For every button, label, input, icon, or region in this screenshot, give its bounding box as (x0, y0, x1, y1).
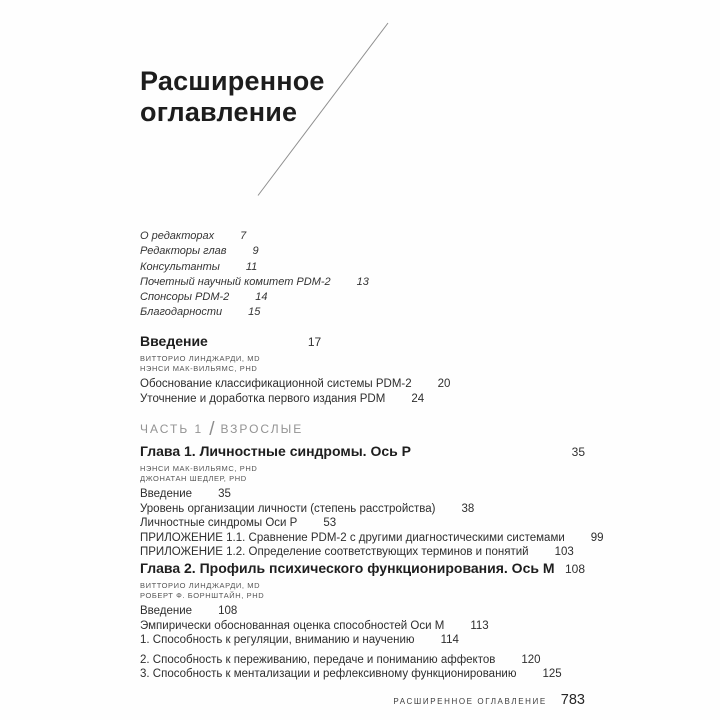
toc-entry (140, 653, 585, 668)
front-matter-list (140, 229, 369, 321)
page-number: 114 (440, 634, 459, 647)
entry-label: Уточнение и доработка первого издания PDM (140, 392, 386, 405)
author-line: НЭНСИ МАК-ВИЛЬЯМС, PHD (140, 364, 258, 373)
part-name: ВЗРОСЛЫЕ (220, 422, 304, 436)
entry-label: 2. Способность к переживанию, передаче и пониманию аффектов (140, 653, 496, 666)
toc-entries (140, 487, 604, 560)
page-number: 20 (437, 378, 451, 390)
front-matter-item (140, 260, 369, 275)
page-number: 35 (571, 445, 585, 459)
entry-label: 1. Способность к регуляции, вниманию и научению (140, 634, 415, 647)
front-matter-item (140, 244, 369, 259)
front-matter-item (140, 275, 369, 290)
page-number: 113 (470, 619, 489, 632)
chapter-heading (140, 443, 585, 461)
page-title-line-1: Расширенное (140, 66, 325, 96)
chapter-heading (140, 560, 585, 578)
item-label: Редакторы глав (140, 245, 227, 258)
entry-label: ПРИЛОЖЕНИЕ 1.2. Определение соответствующих терминов и понятий (140, 546, 529, 559)
toc-entries (140, 377, 585, 406)
item-label: Консультанты (140, 260, 220, 273)
author-line: ВИТТОРИО ЛИНДЖАРДИ, MD (140, 354, 261, 363)
page-number: 15 (248, 306, 261, 319)
part-heading-text (140, 419, 304, 440)
introduction-heading (140, 333, 585, 351)
page-number: 38 (461, 502, 475, 515)
toc-entry (140, 502, 585, 517)
page-number: 17 (307, 335, 322, 349)
toc-entry (140, 531, 604, 546)
toc-entries (140, 604, 585, 682)
page-number: 24 (411, 392, 425, 405)
page-number: 125 (542, 668, 562, 681)
page-number: 108 (564, 562, 585, 576)
chapter-1-section (140, 443, 604, 560)
page-title (140, 66, 325, 128)
page-number: 53 (323, 517, 337, 530)
running-footer-label: РАСШИРЕННОЕ ОГЛАВЛЕНИЕ (393, 697, 547, 706)
front-matter-item (140, 229, 369, 244)
item-label: Спонсоры PDM-2 (140, 291, 230, 304)
entry-label: Введение (140, 488, 193, 500)
entry-label: ПРИЛОЖЕНИЕ 1.1. Сравнение PDM-2 с другими диагностическими системами (140, 531, 565, 544)
chapter-2-section (140, 560, 585, 682)
page-number: 103 (554, 546, 574, 559)
entry-label: Уровень организации личности (степень расстройства) (140, 502, 436, 515)
author-line: РОБЕРТ Ф. БОРНШТАЙН, PHD (140, 591, 265, 600)
toc-entry (140, 377, 585, 392)
author-line: ДЖОНАТАН ШЕДЛЕР, PHD (140, 474, 247, 483)
page-number: 11 (245, 260, 258, 273)
author-list (140, 464, 585, 484)
entry-label: Личностные синдромы Оси P (140, 517, 298, 530)
page-number: 120 (521, 653, 541, 666)
entry-label: Эмпирически обоснованная оценка способностей Оси M (140, 619, 445, 632)
chapter-title: Глава 1. Личностные синдромы. Ось P (140, 443, 411, 459)
item-label: Благодарности (140, 306, 223, 319)
chapter-title: Глава 2. Профиль психического функционирования. Ось M (140, 560, 555, 576)
item-label: О редакторах (140, 230, 215, 242)
toc-entry (140, 392, 585, 407)
folio-page-number: 783 (560, 692, 585, 708)
introduction-section (140, 333, 585, 406)
page-number: 108 (218, 605, 238, 617)
toc-entry (140, 667, 585, 682)
toc-entry (140, 545, 585, 560)
page-number: 35 (218, 488, 231, 500)
part-heading (140, 419, 585, 441)
toc-entry (140, 633, 585, 648)
part-label: ЧАСТЬ 1 (140, 422, 204, 436)
entry-label: Обоснование классификационной системы PDM-2 (140, 378, 412, 390)
entry-label: Введение (140, 605, 193, 617)
entry-label: 3. Способность к ментализации и рефлексивному функционированию (140, 668, 517, 681)
toc-entry (140, 487, 585, 502)
front-matter-item (140, 305, 369, 320)
toc-entry (140, 604, 585, 619)
page-number: 13 (356, 275, 369, 288)
toc-entry (140, 619, 585, 634)
page-number: 14 (255, 291, 268, 304)
running-footer (393, 692, 585, 708)
author-list (140, 581, 585, 601)
page-number: 99 (590, 531, 604, 544)
page-title-line-2: оглавление (140, 97, 298, 127)
section-title: Введение (140, 333, 208, 349)
toc-entry (140, 516, 585, 531)
page-number: 9 (252, 245, 259, 258)
page-number: 7 (240, 230, 247, 242)
front-matter-item (140, 290, 369, 305)
author-line: НЭНСИ МАК-ВИЛЬЯМС, PHD (140, 464, 258, 473)
item-label: Почетный научный комитет PDM-2 (140, 275, 331, 288)
slash-separator: / (209, 419, 215, 440)
author-list (140, 354, 585, 374)
author-line: ВИТТОРИО ЛИНДЖАРДИ, MD (140, 581, 261, 590)
